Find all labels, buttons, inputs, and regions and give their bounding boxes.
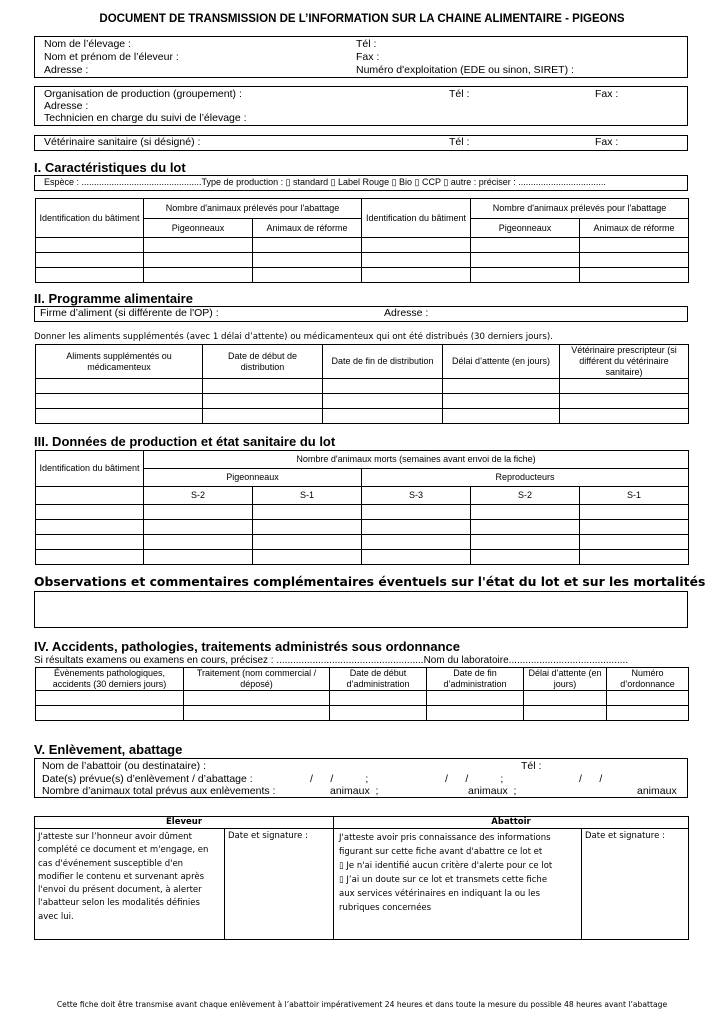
- cell[interactable]: [580, 253, 689, 268]
- removal-dates-label: Date(s) prévue(s) d’enlèvement / d’abattage :: [42, 773, 253, 785]
- table-row: [36, 268, 689, 283]
- cell[interactable]: [253, 253, 362, 268]
- cell[interactable]: [607, 706, 689, 721]
- table-row: [36, 238, 689, 253]
- cell[interactable]: [323, 379, 443, 394]
- cull-header: Animaux de réforme: [253, 219, 362, 238]
- cell[interactable]: [144, 520, 253, 535]
- cell[interactable]: [36, 253, 144, 268]
- slaughterhouse-label: Nom de l’abattoir (ou destinataire) :: [42, 760, 206, 772]
- cull-header: Animaux de réforme: [580, 219, 689, 238]
- cell[interactable]: [184, 691, 330, 706]
- table-row: [36, 253, 689, 268]
- statement-line: J'atteste avoir pris connaissance des informations: [339, 833, 551, 843]
- feed-header: Aliments supplémentés ou médicamenteux: [36, 345, 203, 379]
- breeder-statement: J'atteste sur l’honneur avoir dûment complété ce document et m'engage, en cas d'événement susceptible d'en modifier le contenu et survenant après l'envoi du présent document, à alerter l'abatteur selon les modalités définies avec lui.: [35, 829, 225, 940]
- cell[interactable]: [362, 268, 471, 283]
- treatments-table: [35, 667, 689, 721]
- cell[interactable]: [36, 268, 144, 283]
- cell[interactable]: [471, 268, 580, 283]
- date-signature-label: Date et signature :: [585, 831, 665, 841]
- cell[interactable]: [560, 394, 689, 409]
- vet-fax-label: Fax :: [595, 136, 619, 148]
- farm-number-label: Numéro d'exploitation (EDE ou sinon, SIRET) :: [356, 64, 574, 76]
- page-title: DOCUMENT DE TRANSMISSION DE L’INFORMATION SUR LA CHAINE ALIMENTAIRE - PIGEONS: [99, 13, 625, 25]
- statement-line: figurant sur cette fiche avant d'abattre ce lot et: [339, 847, 543, 857]
- table-row: [36, 394, 689, 409]
- building-id-header: Identification du bâtiment: [36, 199, 144, 238]
- start-date-header: Date de début de distribution: [203, 345, 323, 379]
- cell[interactable]: [330, 691, 427, 706]
- cell[interactable]: [362, 550, 471, 565]
- statement-line: rubriques concernées: [339, 903, 432, 913]
- cell[interactable]: [253, 520, 362, 535]
- cell[interactable]: [330, 706, 427, 721]
- slaughterhouse-header: Abattoir: [334, 817, 689, 829]
- cell[interactable]: [443, 379, 560, 394]
- cell[interactable]: [471, 520, 580, 535]
- cell[interactable]: [203, 379, 323, 394]
- table-row: [36, 535, 689, 550]
- cell[interactable]: [253, 268, 362, 283]
- slaughterhouse-statement: [334, 829, 582, 940]
- cell[interactable]: [443, 409, 560, 424]
- statement-line: aux services vétérinaires en indiquant la ou les: [339, 889, 541, 899]
- cell[interactable]: [524, 706, 607, 721]
- cell[interactable]: [144, 253, 253, 268]
- animals-count-1[interactable]: animaux ;: [330, 785, 379, 797]
- cell[interactable]: [36, 691, 184, 706]
- cell[interactable]: [323, 394, 443, 409]
- pathology-header: Évènements pathologiques, accidents (30 derniers jours): [36, 668, 184, 691]
- cell: [36, 487, 144, 505]
- squab-header: Pigeonneaux: [144, 219, 253, 238]
- end-date-header: Date de fin de distribution: [323, 345, 443, 379]
- producer-org-label: Organisation de production (groupement) :: [44, 88, 242, 100]
- cell[interactable]: [580, 550, 689, 565]
- doubt-checkbox[interactable]: ▯ J’ai un doute sur ce lot et transmets cette fiche: [339, 875, 548, 885]
- admin-start-header: Date de début d’administration: [330, 668, 427, 691]
- lab-results-line: Si résultats examens ou examens en cours, précisez : .....................................................Nom du laboratoire...........................................: [34, 655, 629, 666]
- cell[interactable]: [580, 268, 689, 283]
- week-header: S-3: [362, 487, 471, 505]
- cell[interactable]: [362, 520, 471, 535]
- observations-field[interactable]: [34, 591, 688, 628]
- breeder-signature-field[interactable]: [225, 829, 334, 940]
- section-4-title: IV. Accidents, pathologies, traitements administrés sous ordonnance: [34, 639, 460, 654]
- week-header: S-1: [580, 487, 689, 505]
- cell[interactable]: [36, 379, 203, 394]
- vet-tel-label: Tél :: [449, 136, 470, 148]
- no-alert-checkbox[interactable]: ▯ Je n'ai identifié aucun critère d'alerte pour ce lot: [339, 861, 553, 871]
- cell[interactable]: [471, 505, 580, 520]
- table-row: [36, 520, 689, 535]
- farm-name-label: Nom de l’élevage :: [44, 38, 131, 50]
- cell[interactable]: [144, 268, 253, 283]
- cell[interactable]: [36, 535, 144, 550]
- slaughterhouse-signature-field[interactable]: [582, 829, 689, 940]
- cell[interactable]: [36, 505, 144, 520]
- cell[interactable]: [36, 520, 144, 535]
- cell[interactable]: [36, 409, 203, 424]
- cell[interactable]: [362, 505, 471, 520]
- signature-table: [34, 816, 689, 940]
- feed-note: Donner les aliments supplémentés (avec 1 délai d’attente) ou médicamenteux qui ont été distribués (30 derniers jours).: [34, 332, 553, 342]
- cell[interactable]: [184, 706, 330, 721]
- footer-note: Cette fiche doit être transmise avant chaque enlèvement à l’abattoir impérativement 24 heures et dans toute la mesure du possible 48 heures avant l’abattage: [56, 1000, 668, 1009]
- feed-table: [35, 344, 689, 424]
- breeders-header: Reproducteurs: [362, 469, 689, 487]
- producer-org-address-label: Adresse :: [44, 100, 89, 112]
- animal-total-label: Nombre d’animaux total prévus aux enlèvements :: [42, 785, 276, 797]
- prescriber-header: Vétérinaire prescripteur (si différent du vétérinaire sanitaire): [560, 345, 689, 379]
- cell[interactable]: [443, 394, 560, 409]
- cell[interactable]: [427, 691, 524, 706]
- production-table: [35, 450, 689, 565]
- cell[interactable]: [144, 238, 253, 253]
- technician-label: Technicien en charge du suivi de l’élevage :: [44, 112, 247, 124]
- cell[interactable]: [253, 505, 362, 520]
- feed-company-label: Firme d’aliment (si différente de l'OP) :: [40, 307, 219, 319]
- feed-company-address-label: Adresse :: [384, 307, 429, 319]
- cell[interactable]: [560, 409, 689, 424]
- cell[interactable]: [580, 238, 689, 253]
- cell[interactable]: [144, 550, 253, 565]
- cell[interactable]: [524, 691, 607, 706]
- cell[interactable]: [36, 550, 144, 565]
- week-header: S-2: [471, 487, 580, 505]
- cell[interactable]: [471, 550, 580, 565]
- cell[interactable]: [144, 535, 253, 550]
- animals-count-header: Nombre d'animaux prélevés pour l'abattage: [471, 199, 689, 219]
- cell[interactable]: [203, 409, 323, 424]
- cell[interactable]: [471, 238, 580, 253]
- squab-header: Pigeonneaux: [471, 219, 580, 238]
- table-row: [36, 379, 689, 394]
- cell[interactable]: [607, 691, 689, 706]
- cell[interactable]: [36, 394, 203, 409]
- section-2-title: II. Programme alimentaire: [34, 291, 193, 306]
- cell[interactable]: [362, 535, 471, 550]
- table-row: [36, 550, 689, 565]
- withdrawal-header: Délai d’attente (en jours): [524, 668, 607, 691]
- week-header: S-1: [253, 487, 362, 505]
- cell[interactable]: [36, 706, 184, 721]
- cell[interactable]: [323, 409, 443, 424]
- cell[interactable]: [362, 238, 471, 253]
- observations-title: Observations et commentaires complémentaires éventuels sur l'état du lot et sur les mortalités: [34, 574, 706, 589]
- removal-date-3[interactable]: / /: [579, 773, 603, 785]
- producer-org-fax-label: Fax :: [595, 88, 619, 100]
- date-signature-label: Date et signature :: [228, 831, 308, 841]
- section-5-title: V. Enlèvement, abattage: [34, 742, 183, 757]
- cell[interactable]: [362, 253, 471, 268]
- section-3-title: III. Données de production et état sanitaire du lot: [34, 434, 336, 449]
- removal-date-1[interactable]: / / ;: [310, 773, 369, 785]
- cell[interactable]: [560, 379, 689, 394]
- treatment-header: Traitement (nom commercial / déposé): [184, 668, 330, 691]
- squab-header: Pigeonneaux: [144, 469, 362, 487]
- section-1-title: I. Caractéristiques du lot: [34, 160, 186, 175]
- animals-count-3[interactable]: animaux: [637, 785, 677, 797]
- cell[interactable]: [580, 505, 689, 520]
- cell[interactable]: [580, 535, 689, 550]
- cell[interactable]: [580, 520, 689, 535]
- admin-end-header: Date de fin d’administration: [427, 668, 524, 691]
- building-id-header: Identification du bâtiment: [362, 199, 471, 238]
- animals-count-header: Nombre d'animaux prélevés pour l'abattage: [144, 199, 362, 219]
- animals-count-2[interactable]: animaux ;: [468, 785, 517, 797]
- vet-label: Vétérinaire sanitaire (si désigné) :: [44, 136, 201, 148]
- week-header: S-2: [144, 487, 253, 505]
- withdrawal-header: Délai d’attente (en jours): [443, 345, 560, 379]
- cell[interactable]: [144, 505, 253, 520]
- breeder-name-label: Nom et prénom de l’éleveur :: [44, 51, 179, 63]
- cell[interactable]: [253, 238, 362, 253]
- table-row: [36, 505, 689, 520]
- producer-org-tel-label: Tél :: [449, 88, 470, 100]
- prescription-number-header: Numéro d’ordonnance: [607, 668, 689, 691]
- breeder-address-label: Adresse :: [44, 64, 89, 76]
- cell[interactable]: [427, 706, 524, 721]
- cell[interactable]: [471, 535, 580, 550]
- lot-table: [35, 198, 689, 283]
- cell[interactable]: [36, 238, 144, 253]
- deaths-header: Nombre d'animaux morts (semaines avant envoi de la fiche): [144, 451, 689, 469]
- cell[interactable]: [471, 253, 580, 268]
- table-row: [36, 706, 689, 721]
- table-row: [36, 409, 689, 424]
- slaughterhouse-tel-label: Tél :: [521, 760, 542, 772]
- breeder-header: Éleveur: [35, 817, 334, 829]
- breeder-fax-label: Fax :: [356, 51, 380, 63]
- cell[interactable]: [253, 535, 362, 550]
- breeder-tel-label: Tél :: [356, 38, 377, 50]
- removal-date-2[interactable]: / / ;: [445, 773, 504, 785]
- table-row: [36, 691, 689, 706]
- cell[interactable]: [253, 550, 362, 565]
- cell[interactable]: [203, 394, 323, 409]
- building-id-header: Identification du bâtiment: [36, 451, 144, 487]
- species-line: Espèce : ................................................Type de production : ▯ standard ▯ Label Rouge ▯ Bio ▯ CCP ▯ autre : préciser : ...................................: [44, 177, 606, 187]
